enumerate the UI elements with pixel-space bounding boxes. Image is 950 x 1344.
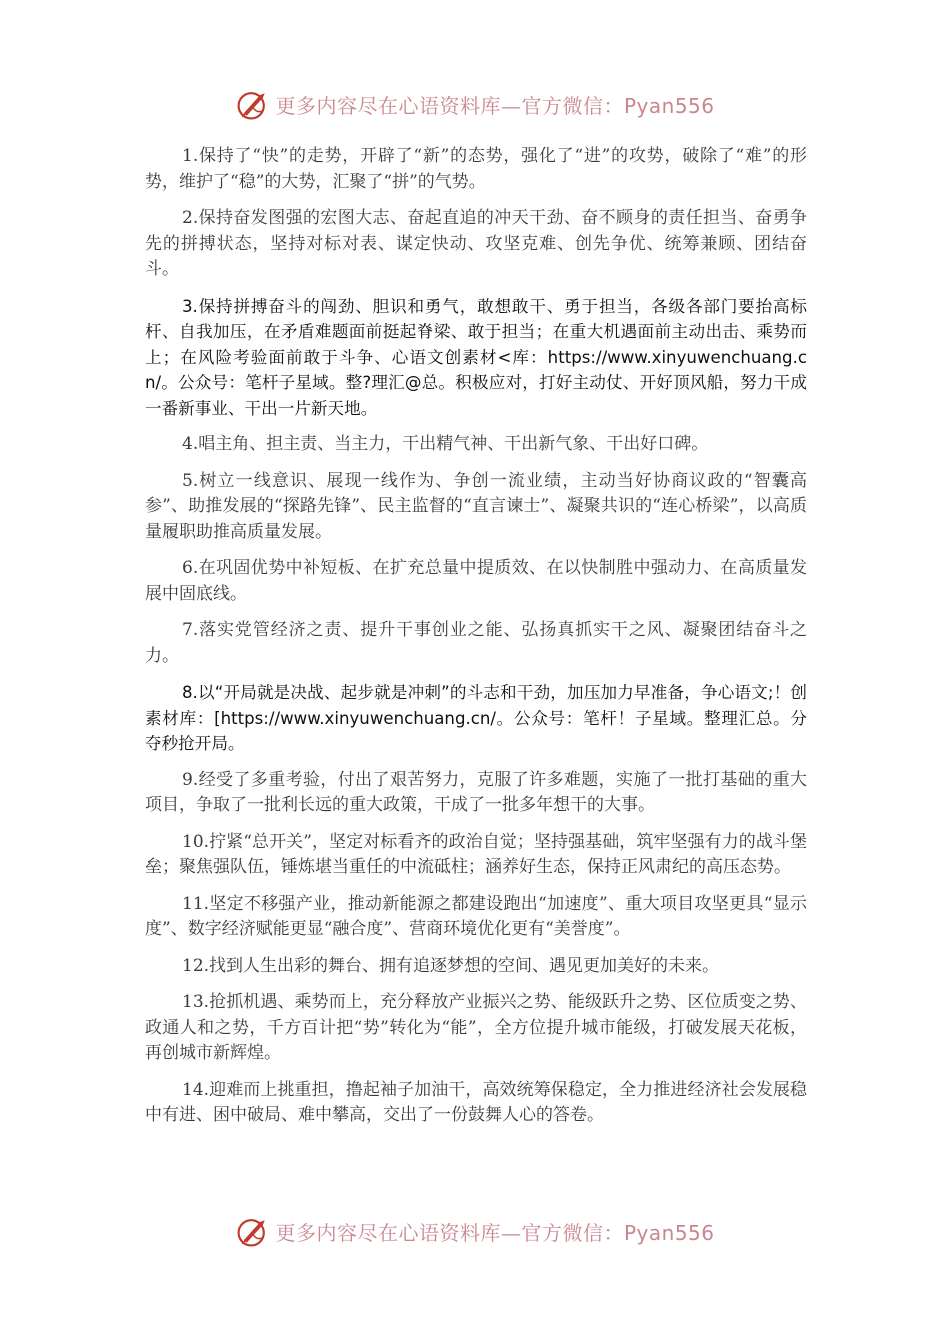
paragraph-9: 9.经受了多重考验，付出了艰苦努力，克服了许多难题，实施了一批打基础的重大项目，争取了一批利长远的重大政策，干成了一批多年想干的大事。: [145, 769, 807, 815]
paragraph-2: 2.保持奋发图强的宏图大志、奋起直追的冲天干劲、奋不顾身的责任担当、奋勇争先的拼搏状态，坚持对标对表、谋定快动、攻坚克难、创先争优、统筹兼顾、团结奋斗。: [145, 208, 807, 279]
banner-text: 更多内容尽在心语资料库—官方微信：Pyan556: [275, 93, 715, 118]
header-banner: [0, 84, 950, 124]
footer-banner: [0, 1211, 950, 1251]
paragraph-3: 3.保持拼搏奋斗的闯劲、胆识和勇气，敢想敢干、勇于担当，各级各部门要抬高标杆、自我加压，在矛盾难题面前挺起脊梁、敢于担当；在重大机遇面前主动出击、乘势而上；在风险考验面前敢于斗争、心语文创素材<库：https://www.xinyuwenchuang.cn/。公众号：笔杆子星域。整?理汇@总。积极应对，打好主动仗、开好顶风船，努力干成一番新事业、干出一片新天地。: [145, 296, 807, 418]
paragraph-13: 13.抢抓机遇、乘势而上，充分释放产业振兴之势、能级跃升之势、区位质变之势、政通人和之势，千方百计把“势”转化为“能”，全方位提升城市能级，打破发展天花板，再创城市新辉煌。: [145, 992, 807, 1063]
banner-text: 更多内容尽在心语资料库—官方微信：Pyan556: [275, 1220, 715, 1245]
paragraph-14: 14.迎难而上挑重担，撸起袖子加油干，高效统筹保稳定，全力推进经济社会发展稳中有进、困中破局、难中攀高，交出了一份鼓舞人心的答卷。: [145, 1079, 807, 1125]
paragraph-7: 7.落实党管经济之责、提升干事创业之能、弘扬真抓实干之风、凝聚团结奋斗之力。: [145, 620, 807, 666]
paragraph-1: 1.保持了“快”的走势，开辟了“新”的态势，强化了“进”的攻势，破除了“难”的形势，维护了“稳”的大势，汇聚了“拼”的气势。: [145, 146, 807, 192]
pen-logo-icon: [235, 86, 271, 122]
paragraph-4: 4.唱主角、担主责、当主力，干出精气神、干出新气象、干出好口碑。: [182, 434, 709, 454]
paragraph-12: 12.找到人生出彩的舞台、拥有追逐梦想的空间、遇见更加美好的未来。: [182, 955, 720, 976]
document-body: [145, 144, 807, 1140]
wechat-id: Pyan556: [623, 93, 715, 118]
paragraph-8: 8.以“开局就是决战、起步就是冲刺”的斗志和干劲，加压加力早准备，争心语文;！创素材库：[https://www.xinyuwenchuang.cn/。公众号：笔杆！子星域。整理汇总。分夺秒抢开局。: [145, 683, 807, 753]
paragraph-10: 10.拧紧“总开关”，坚定对标看齐的政治自觉；坚持强基础，筑牢坚强有力的战斗堡垒；聚焦强队伍，锤炼堪当重任的中流砥柱；涵养好生态，保持正风肃纪的高压态势。: [145, 831, 807, 877]
pen-logo-icon: [235, 1213, 271, 1249]
wechat-id: Pyan556: [623, 1220, 715, 1245]
paragraph-11: 11.坚定不移强产业，推动新能源之都建设跑出“加速度”、重大项目攻坚更具“显示度”、数字经济赋能更显“融合度”、营商环境优化更有“美誉度”。: [145, 893, 807, 939]
paragraph-5: 5.树立一线意识、展现一线作为、争创一流业绩，主动当好协商议政的“智囊高参”、助推发展的“探路先锋”、民主监督的“直言谏士”、凝聚共识的“连心桥梁”，以高质量履职助推高质量发展。: [145, 470, 807, 542]
paragraph-6: 6.在巩固优势中补短板、在扩充总量中提质效、在以快制胜中强动力、在高质量发展中固底线。: [145, 558, 807, 604]
